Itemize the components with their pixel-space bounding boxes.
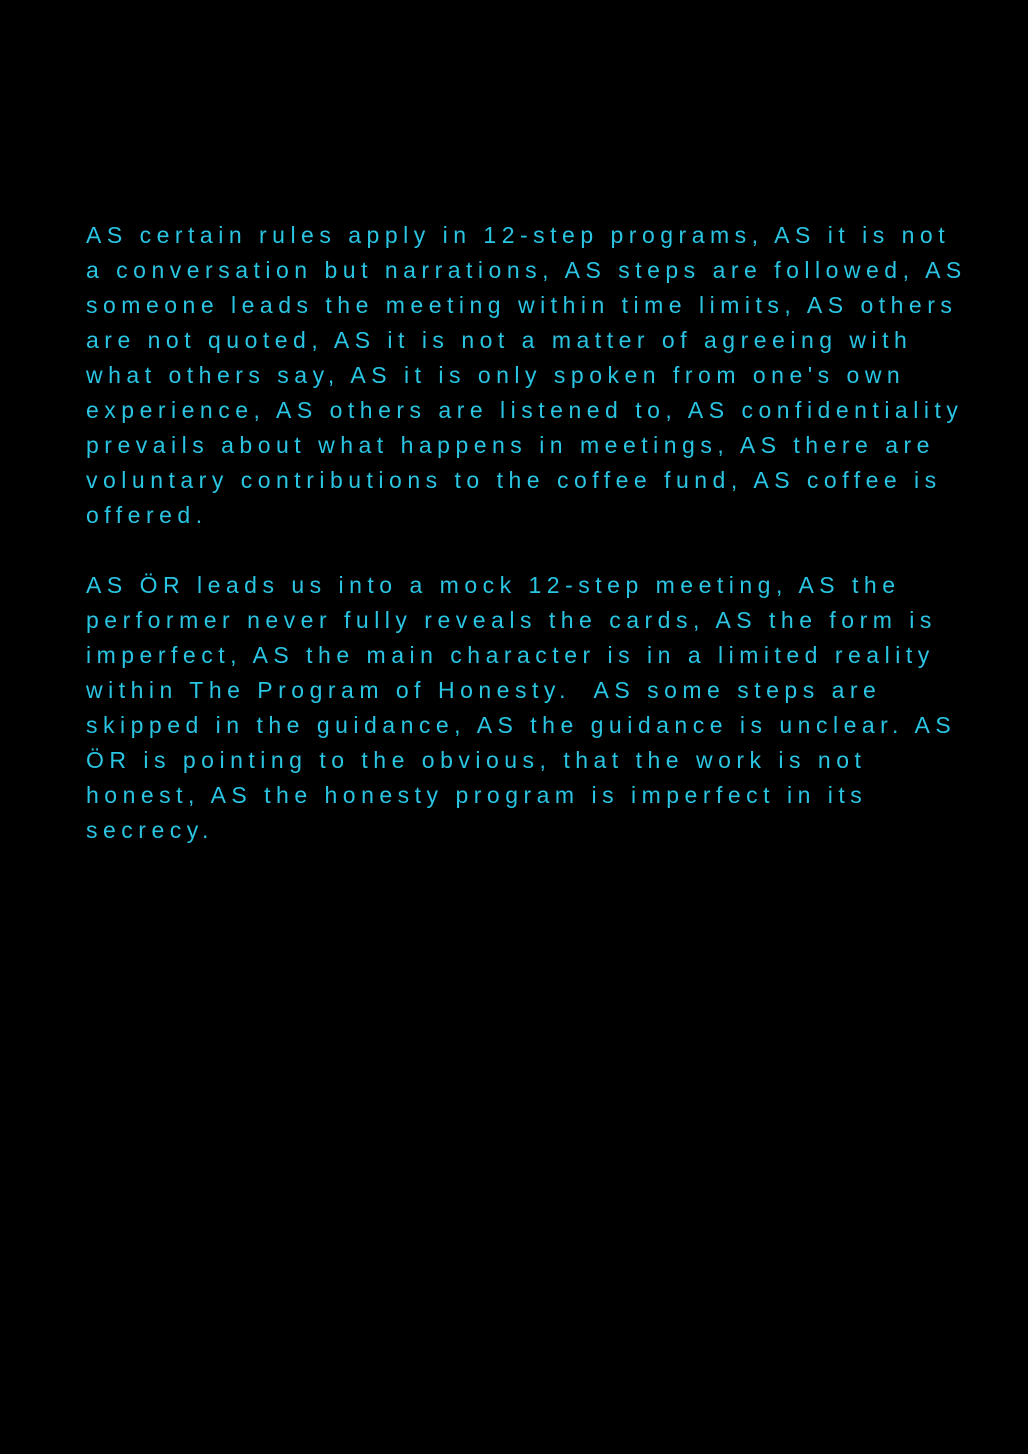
text-line: AS certain rules apply in 12-step programs, AS it is not: [86, 222, 951, 248]
text-block: [86, 218, 996, 883]
text-line: performer never fully reveals the cards, AS the form is: [86, 607, 937, 633]
text-line: prevails about what happens in meetings, AS there are: [86, 432, 935, 458]
text-line: someone leads the meeting within time limits, AS others: [86, 292, 958, 318]
paragraph-or-mock-meeting: [86, 568, 996, 848]
text-line: imperfect, AS the main character is in a limited reality: [86, 642, 935, 668]
text-line: ÖR is pointing to the obvious, that the work is not: [86, 747, 867, 773]
text-line: a conversation but narrations, AS steps are followed, AS: [86, 257, 967, 283]
text-line: honest, AS the honesty program is imperfect in its: [86, 782, 868, 808]
text-line: offered.: [86, 502, 208, 528]
text-line: skipped in the guidance, AS the guidance is unclear. AS: [86, 712, 957, 738]
text-line: voluntary contributions to the coffee fund, AS coffee is: [86, 467, 942, 493]
paragraph-rules-of-12-step-programs: [86, 218, 996, 533]
text-line: secrecy.: [86, 817, 214, 843]
text-line: what others say, AS it is only spoken from one's own: [86, 362, 906, 388]
text-line: experience, AS others are listened to, AS confidentiality: [86, 397, 964, 423]
text-line: within The Program of Honesty. AS some steps are: [86, 677, 882, 703]
text-line: are not quoted, AS it is not a matter of agreeing with: [86, 327, 913, 353]
text-line: AS ÖR leads us into a mock 12-step meeting, AS the: [86, 572, 901, 598]
